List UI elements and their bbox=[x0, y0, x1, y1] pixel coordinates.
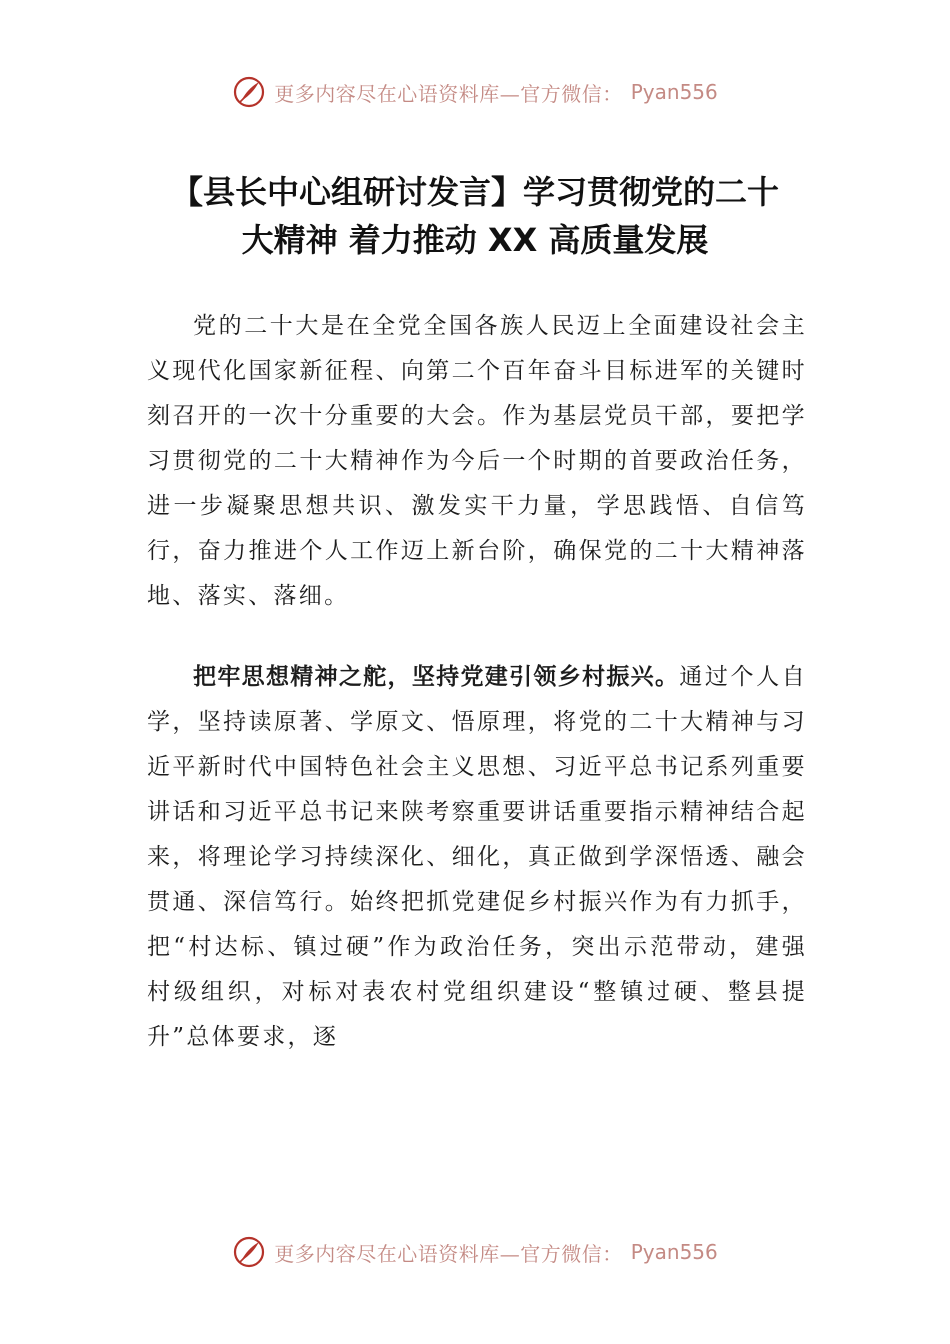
watermark-wechat-id: Pyan556 bbox=[630, 1240, 718, 1264]
section-1-heading: 把牢思想精神之舵，坚持党建引领乡村振兴。 bbox=[193, 664, 680, 690]
paragraph-intro: 党的二十大是在全党全国各族人民迈上全面建设社会主义现代化国家新征程、向第二个百年奋斗目标进军的关键时刻召开的一次十分重要的大会。作为基层党员干部，要把学习贯彻党的二十大精神作为今后一个时期的首要政治任务，进一步凝聚思想共识、激发实干力量，学思践悟、自信笃行，奋力推进个人工作迈上新台阶，确保党的二十大精神落地、落实、落细。 bbox=[147, 313, 807, 609]
feather-pen-logo-icon bbox=[232, 1235, 266, 1269]
section-1-body: 通过个人自学，坚持读原著、学原文、悟原理，将党的二十大精神与习近平新时代中国特色社会主义思想、习近平总书记系列重要讲话和习近平总书记来陕考察重要讲话重要指示精神结合起来，将理论学习持续深化、细化，真正做到学深悟透、融会贯通、深信笃行。始终把抓党建促乡村振兴作为有力抓手，把“村达标、镇过硬”作为政治任务，突出示范带动，建强村级组织，对标对表农村党组织建设“整镇过硬、整县提升”总体要求，逐 bbox=[147, 664, 807, 1050]
watermark-text: 更多内容尽在心语资料库—官方微信： bbox=[274, 1241, 623, 1266]
feather-pen-logo-icon bbox=[232, 75, 266, 109]
header-watermark bbox=[0, 72, 950, 112]
paragraph-section-1 bbox=[147, 655, 807, 1060]
title-line-2: 大精神 着力推动 XX 高质量发展 bbox=[241, 221, 709, 259]
title-line-1: 【县长中心组研讨发言】学习贯彻党的二十 bbox=[170, 173, 779, 211]
watermark-wechat-id: Pyan556 bbox=[630, 80, 718, 104]
footer-watermark bbox=[0, 1232, 950, 1272]
watermark-text: 更多内容尽在心语资料库—官方微信： bbox=[274, 81, 623, 106]
document-title bbox=[120, 168, 830, 264]
